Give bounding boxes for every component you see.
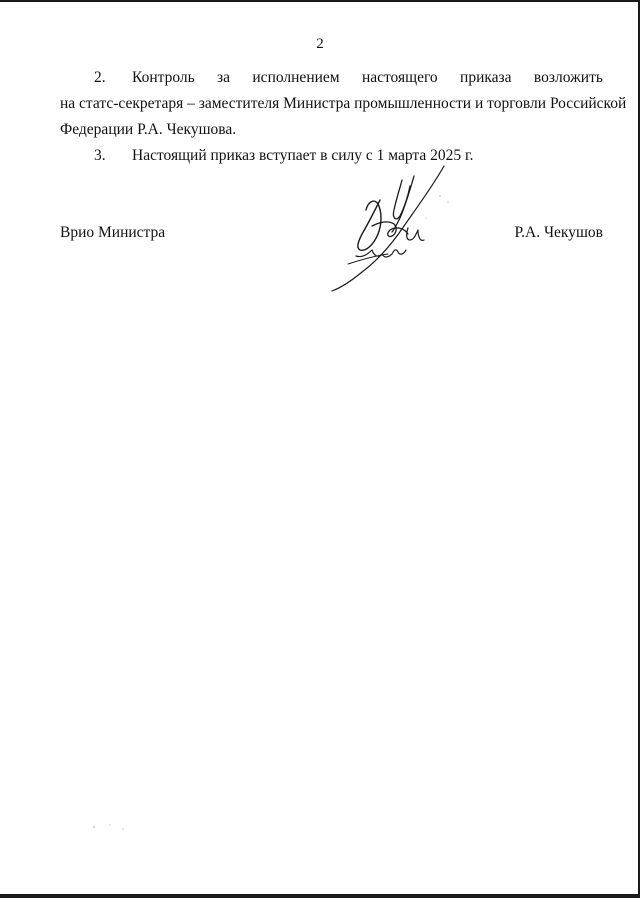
signatory-name: Р.А. Чекушов <box>514 224 603 241</box>
scan-specks-icon <box>90 822 130 832</box>
page-number: 2 <box>316 36 324 52</box>
handwritten-signature-icon <box>322 160 462 295</box>
paragraph-2-word: приказа <box>460 69 512 86</box>
paragraph-2-word: исполнением <box>252 69 340 86</box>
paragraph-2-number: 2. Контроль <box>94 69 195 86</box>
paragraph-2-word: настоящего <box>361 69 438 86</box>
paragraph-3-number: 3. <box>94 147 106 164</box>
paragraph-2-first-line <box>60 65 603 91</box>
scan-edge-bottom <box>0 894 640 898</box>
paragraph-2-line-2: на статс-секретаря – заместителя Министра промышленности и торговли Российской <box>60 95 627 112</box>
scan-edge-top <box>0 0 640 2</box>
paragraph-2-word: за <box>217 69 231 86</box>
paragraph-2 <box>60 65 627 143</box>
signatory-title: Врио Министра <box>60 224 166 241</box>
paragraph-2-word: возложить <box>533 69 603 86</box>
paragraph-3-text: Настоящий приказ вступает в силу с 1 марта 2025 г. <box>132 147 474 164</box>
paragraph-2-line-3: Федерации Р.А. Чекушова. <box>60 121 237 138</box>
